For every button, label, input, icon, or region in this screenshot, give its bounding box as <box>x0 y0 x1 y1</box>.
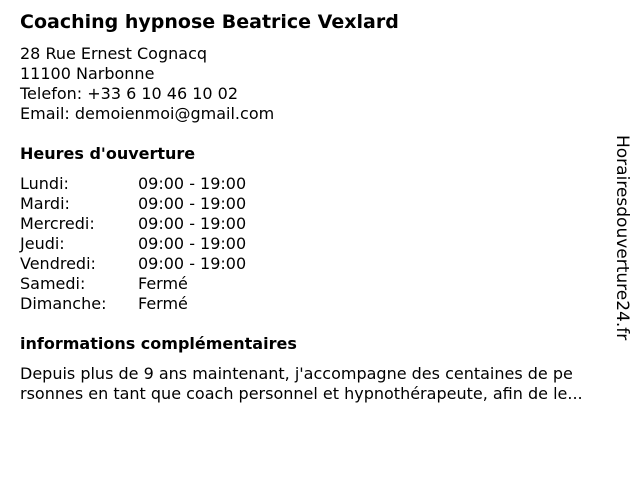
day-hours: 09:00 - 19:00 <box>138 174 247 193</box>
hours-row <box>20 214 246 234</box>
day-label: Jeudi: <box>20 234 65 253</box>
address-block <box>20 44 618 124</box>
hours-row <box>20 274 246 294</box>
day-hours: 09:00 - 19:00 <box>138 254 247 273</box>
day-hours: 09:00 - 19:00 <box>138 234 247 253</box>
hours-row <box>20 294 246 314</box>
day-label: Lundi: <box>20 174 69 193</box>
city-postal: 11100 Narbonne <box>20 64 155 83</box>
day-hours: Fermé <box>138 274 188 293</box>
day-label: Dimanche: <box>20 294 107 313</box>
info-heading: informations complémentaires <box>20 334 297 353</box>
day-hours: 09:00 - 19:00 <box>138 194 247 213</box>
hours-row <box>20 174 246 194</box>
hours-table <box>20 174 246 314</box>
email-address: Email: demoienmoi@gmail.com <box>20 104 275 123</box>
day-label: Vendredi: <box>20 254 96 273</box>
day-hours: Fermé <box>138 294 188 313</box>
hours-heading: Heures d'ouverture <box>20 144 196 163</box>
hours-row <box>20 194 246 214</box>
day-label: Mardi: <box>20 194 70 213</box>
street-address: 28 Rue Ernest Cognacq <box>20 44 208 63</box>
site-watermark: Horairesdouverture24.fr <box>612 135 632 341</box>
hours-row <box>20 234 246 254</box>
day-hours: 09:00 - 19:00 <box>138 214 247 233</box>
info-line-2: rsonnes en tant que coach personnel et hypnothérapeute, afin de le... <box>20 384 583 403</box>
hours-row <box>20 254 246 274</box>
info-description <box>20 364 620 404</box>
phone-number: Telefon: +33 6 10 46 10 02 <box>20 84 239 103</box>
business-name: Coaching hypnose Beatrice Vexlard <box>20 11 399 33</box>
day-label: Samedi: <box>20 274 86 293</box>
business-card <box>20 10 618 404</box>
info-line-1: Depuis plus de 9 ans maintenant, j'accompagne des centaines de pe <box>20 364 573 383</box>
day-label: Mercredi: <box>20 214 95 233</box>
